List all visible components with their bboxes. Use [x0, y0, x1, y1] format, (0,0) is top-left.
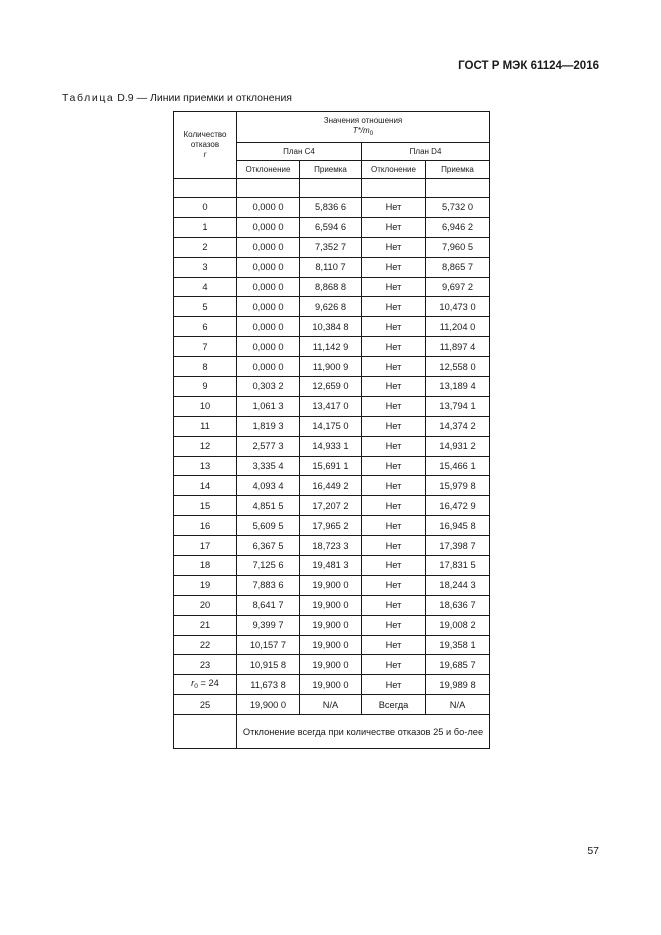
failure-count-cell: 19 [174, 575, 237, 595]
d4-reject-cell: Всегда [362, 695, 426, 715]
header-ratio-values [237, 112, 490, 143]
c4-accept-cell: 19,900 0 [300, 595, 362, 615]
header-failure-count-var: r [203, 150, 207, 159]
d4-reject-cell: Нет [362, 675, 426, 695]
page-number: 57 [587, 845, 599, 857]
table-row [174, 257, 490, 277]
c4-reject-cell: 0,303 2 [237, 377, 300, 397]
table-row [174, 635, 490, 655]
table-row [174, 476, 490, 496]
r0-var: r [191, 677, 195, 688]
c4-accept-cell: 17,965 2 [300, 516, 362, 536]
header-d4-accept: Приемка [426, 161, 490, 179]
c4-reject-cell: 2,577 3 [237, 436, 300, 456]
failure-count-cell: 10 [174, 396, 237, 416]
d4-accept-cell: 9,697 2 [426, 277, 490, 297]
failure-count-cell: 21 [174, 615, 237, 635]
table-row [174, 516, 490, 536]
c4-accept-cell: 7,352 7 [300, 237, 362, 257]
d4-reject-cell: Нет [362, 357, 426, 377]
table-row [174, 198, 490, 218]
document-standard-header: ГОСТ Р МЭК 61124—2016 [458, 60, 599, 72]
d4-accept-cell: 19,685 7 [426, 655, 490, 675]
table-note-row [174, 715, 490, 749]
failure-count-cell: 23 [174, 655, 237, 675]
c4-reject-cell: 0,000 0 [237, 277, 300, 297]
d4-reject-cell: Нет [362, 436, 426, 456]
c4-reject-cell: 10,915 8 [237, 655, 300, 675]
c4-accept-cell: 19,481 3 [300, 556, 362, 576]
failure-count-cell: 4 [174, 277, 237, 297]
failure-count-cell: 15 [174, 496, 237, 516]
c4-accept-cell: 11,142 9 [300, 337, 362, 357]
c4-reject-cell: 7,883 6 [237, 575, 300, 595]
c4-accept-cell: 11,900 9 [300, 357, 362, 377]
c4-reject-cell: 6,367 5 [237, 536, 300, 556]
table-row [174, 655, 490, 675]
c4-reject-cell: 4,851 5 [237, 496, 300, 516]
c4-accept-cell: 6,594 6 [300, 217, 362, 237]
d4-accept-cell: 19,989 8 [426, 675, 490, 695]
d4-accept-cell: 19,358 1 [426, 635, 490, 655]
caption-prefix: Таблица [62, 92, 115, 104]
c4-reject-cell: 1,061 3 [237, 396, 300, 416]
d4-accept-cell: 10,473 0 [426, 297, 490, 317]
table-row [174, 337, 490, 357]
failure-count-cell: 13 [174, 456, 237, 476]
table-row [174, 536, 490, 556]
c4-reject-cell: 0,000 0 [237, 257, 300, 277]
d4-reject-cell: Нет [362, 217, 426, 237]
table-row [174, 595, 490, 615]
header-failure-count-label: Количество отказов [183, 130, 227, 149]
d4-accept-cell: 5,732 0 [426, 198, 490, 218]
table-row-r0 [174, 675, 490, 695]
failure-count-cell: 17 [174, 536, 237, 556]
failure-count-cell: 8 [174, 357, 237, 377]
d4-reject-cell: Нет [362, 496, 426, 516]
d4-reject-cell: Нет [362, 416, 426, 436]
c4-accept-cell: 13,417 0 [300, 396, 362, 416]
d4-reject-cell: Нет [362, 198, 426, 218]
c4-reject-cell: 3,335 4 [237, 456, 300, 476]
table-row [174, 615, 490, 635]
failure-count-cell: 18 [174, 556, 237, 576]
c4-accept-cell: 5,836 6 [300, 198, 362, 218]
c4-reject-cell: 0,000 0 [237, 337, 300, 357]
table-row [174, 277, 490, 297]
d4-accept-cell: 6,946 2 [426, 217, 490, 237]
table-row [174, 297, 490, 317]
c4-accept-cell: 9,626 8 [300, 297, 362, 317]
header-c4-accept: Приемка [300, 161, 362, 179]
c4-accept-cell: 14,933 1 [300, 436, 362, 456]
note-empty-cell [174, 715, 237, 749]
spacer-row [174, 179, 490, 198]
failure-count-cell: 2 [174, 237, 237, 257]
table-row [174, 357, 490, 377]
d4-reject-cell: Нет [362, 516, 426, 536]
d4-accept-cell: 15,466 1 [426, 456, 490, 476]
d4-reject-cell: Нет [362, 277, 426, 297]
c4-reject-cell: 0,000 0 [237, 237, 300, 257]
d4-reject-cell: Нет [362, 655, 426, 675]
failure-count-cell: 1 [174, 217, 237, 237]
d4-accept-cell: 18,636 7 [426, 595, 490, 615]
d4-accept-cell: 17,831 5 [426, 556, 490, 576]
d4-reject-cell: Нет [362, 536, 426, 556]
d4-reject-cell: Нет [362, 317, 426, 337]
c4-accept-cell: 12,659 0 [300, 377, 362, 397]
c4-reject-cell: 4,093 4 [237, 476, 300, 496]
d4-reject-cell: Нет [362, 556, 426, 576]
table-row [174, 317, 490, 337]
c4-accept-cell: 19,900 0 [300, 655, 362, 675]
acceptance-rejection-table [173, 111, 490, 749]
table-note: Отклонение всегда при количестве отказов 25 и бо-лее [237, 715, 490, 749]
c4-reject-cell: 1,819 3 [237, 416, 300, 436]
c4-accept-cell: 19,900 0 [300, 615, 362, 635]
failure-count-cell: 9 [174, 377, 237, 397]
header-plan-c4: План С4 [237, 143, 362, 161]
failure-count-cell: 3 [174, 257, 237, 277]
c4-accept-cell: 8,110 7 [300, 257, 362, 277]
failure-count-cell: 7 [174, 337, 237, 357]
c4-accept-cell: N/A [300, 695, 362, 715]
c4-accept-cell: 16,449 2 [300, 476, 362, 496]
d4-accept-cell: 19,008 2 [426, 615, 490, 635]
caption-number: D.9 [117, 92, 134, 104]
table-caption [62, 92, 292, 104]
d4-reject-cell: Нет [362, 456, 426, 476]
c4-accept-cell: 10,384 8 [300, 317, 362, 337]
d4-accept-cell: 15,979 8 [426, 476, 490, 496]
c4-accept-cell: 8,868 8 [300, 277, 362, 297]
r0-sub: 0 [194, 682, 198, 690]
d4-accept-cell: N/A [426, 695, 490, 715]
d4-accept-cell: 17,398 7 [426, 536, 490, 556]
failure-count-cell: 6 [174, 317, 237, 337]
c4-reject-cell: 10,157 7 [237, 635, 300, 655]
d4-accept-cell: 13,189 4 [426, 377, 490, 397]
d4-accept-cell: 18,244 3 [426, 575, 490, 595]
d4-reject-cell: Нет [362, 396, 426, 416]
d4-accept-cell: 12,558 0 [426, 357, 490, 377]
failure-count-cell: 16 [174, 516, 237, 536]
table-row [174, 436, 490, 456]
c4-reject-cell: 0,000 0 [237, 297, 300, 317]
header-ratio-formula: T*/m [352, 125, 370, 135]
d4-reject-cell: Нет [362, 377, 426, 397]
failure-count-cell: 25 [174, 695, 237, 715]
c4-reject-cell: 0,000 0 [237, 198, 300, 218]
c4-reject-cell: 7,125 6 [237, 556, 300, 576]
c4-accept-cell: 19,900 0 [300, 575, 362, 595]
d4-accept-cell: 14,931 2 [426, 436, 490, 456]
d4-reject-cell: Нет [362, 635, 426, 655]
failure-count-cell: 11 [174, 416, 237, 436]
caption-dash: — [136, 92, 148, 104]
d4-reject-cell: Нет [362, 615, 426, 635]
table-row [174, 416, 490, 436]
c4-reject-cell: 0,000 0 [237, 357, 300, 377]
c4-reject-cell: 5,609 5 [237, 516, 300, 536]
d4-accept-cell: 7,960 5 [426, 237, 490, 257]
table-row [174, 217, 490, 237]
table-row [174, 575, 490, 595]
c4-accept-cell: 17,207 2 [300, 496, 362, 516]
failure-count-cell: 0 [174, 198, 237, 218]
d4-accept-cell: 14,374 2 [426, 416, 490, 436]
caption-title: Линии приемки и отклонения [149, 92, 292, 104]
d4-reject-cell: Нет [362, 595, 426, 615]
c4-reject-cell: 0,000 0 [237, 217, 300, 237]
header-d4-reject: Отклонение [362, 161, 426, 179]
c4-accept-cell: 18,723 3 [300, 536, 362, 556]
failure-count-cell [174, 675, 237, 695]
header-c4-reject: Отклонение [237, 161, 300, 179]
table-row [174, 695, 490, 715]
table-row [174, 237, 490, 257]
header-plan-d4: План D4 [362, 143, 490, 161]
header-ratio-formula-sub: 0 [369, 129, 374, 137]
table-row [174, 396, 490, 416]
c4-reject-cell: 11,673 8 [237, 675, 300, 695]
r0-eq: = 24 [200, 677, 219, 688]
c4-reject-cell: 19,900 0 [237, 695, 300, 715]
c4-reject-cell: 0,000 0 [237, 317, 300, 337]
c4-accept-cell: 19,900 0 [300, 635, 362, 655]
table-row [174, 496, 490, 516]
failure-count-cell: 5 [174, 297, 237, 317]
table-row [174, 377, 490, 397]
d4-accept-cell: 8,865 7 [426, 257, 490, 277]
table-row [174, 456, 490, 476]
d4-reject-cell: Нет [362, 337, 426, 357]
d4-reject-cell: Нет [362, 237, 426, 257]
d4-reject-cell: Нет [362, 476, 426, 496]
c4-accept-cell: 19,900 0 [300, 675, 362, 695]
table-row [174, 556, 490, 576]
failure-count-cell: 14 [174, 476, 237, 496]
d4-reject-cell: Нет [362, 257, 426, 277]
header-ratio-label: Значения отношения [323, 115, 403, 125]
failure-count-cell: 20 [174, 595, 237, 615]
d4-accept-cell: 16,472 9 [426, 496, 490, 516]
c4-reject-cell: 8,641 7 [237, 595, 300, 615]
d4-accept-cell: 11,897 4 [426, 337, 490, 357]
c4-accept-cell: 14,175 0 [300, 416, 362, 436]
d4-reject-cell: Нет [362, 297, 426, 317]
failure-count-cell: 12 [174, 436, 237, 456]
header-failure-count [174, 112, 237, 179]
d4-accept-cell: 11,204 0 [426, 317, 490, 337]
c4-reject-cell: 9,399 7 [237, 615, 300, 635]
failure-count-cell: 22 [174, 635, 237, 655]
d4-accept-cell: 16,945 8 [426, 516, 490, 536]
c4-accept-cell: 15,691 1 [300, 456, 362, 476]
d4-accept-cell: 13,794 1 [426, 396, 490, 416]
d4-reject-cell: Нет [362, 575, 426, 595]
